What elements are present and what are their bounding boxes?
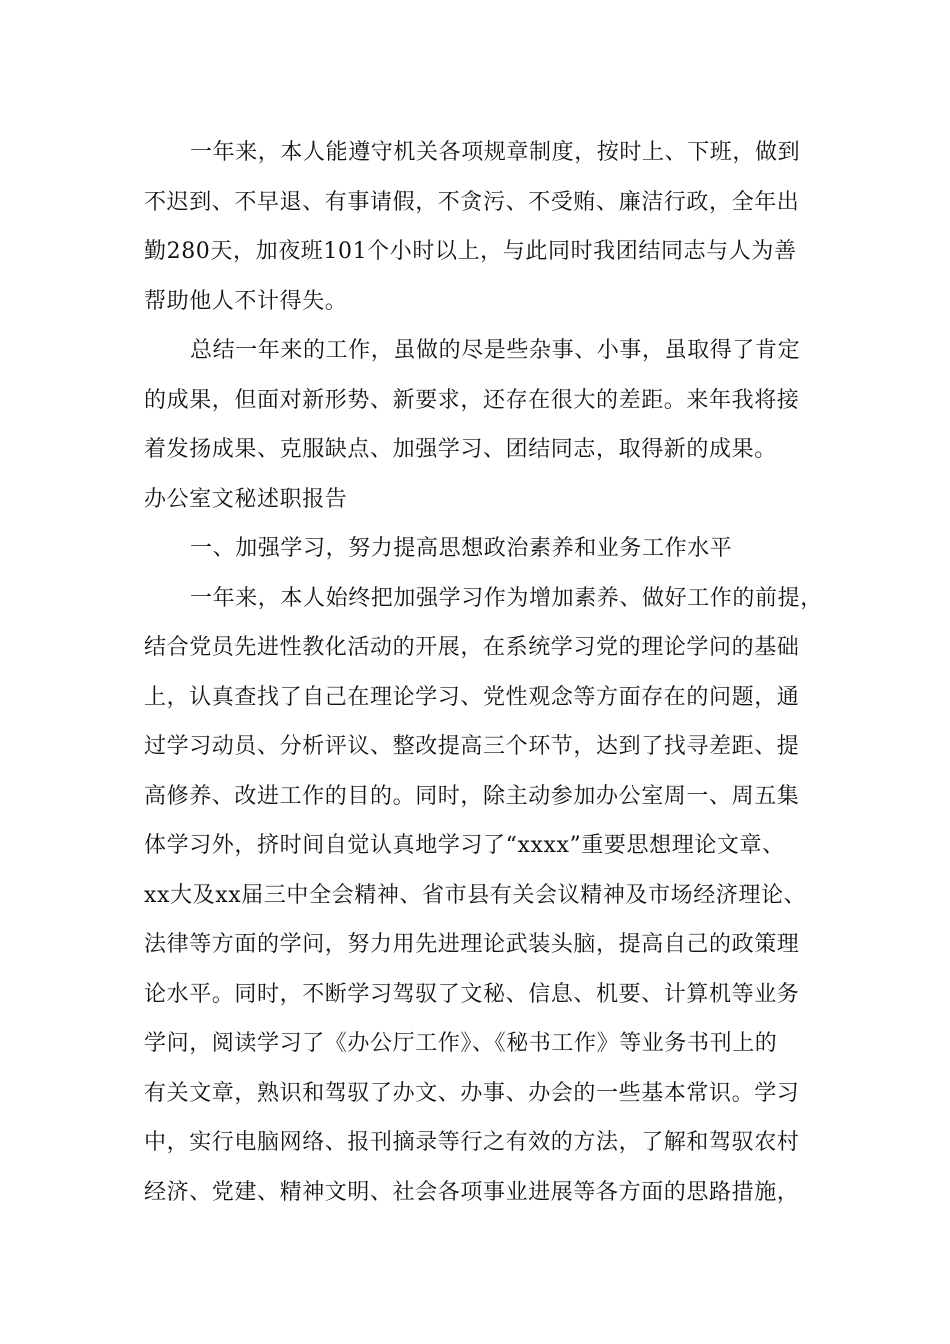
text-line: 体学习外，挤时间自觉认真地学习了“xxxx”重要思想理论文章、 bbox=[144, 833, 785, 858]
text-line: 勤280天，加夜班101个小时以上，与此同时我团结同志与人为善 bbox=[144, 239, 797, 264]
document-body bbox=[144, 128, 834, 1217]
text-line: 一年来，本人始终把加强学习作为增加素养、做好工作的前提， bbox=[190, 585, 823, 611]
paragraph bbox=[144, 574, 834, 1218]
text-line: 帮助他人不计得失。 bbox=[144, 288, 348, 314]
text-line: 的成果，但面对新形势、新要求，还存在很大的差距。来年我将接 bbox=[144, 387, 800, 413]
text-line: 上，认真查找了自己在理论学习、党性观念等方面存在的问题，通 bbox=[144, 684, 800, 710]
paragraph bbox=[144, 524, 834, 574]
text-line: 论水平。同时，不断学习驾驭了文秘、信息、机要、计算机等业务 bbox=[144, 981, 800, 1007]
text-line: 结合党员先进性教化活动的开展，在系统学习党的理论学问的基础 bbox=[144, 635, 800, 660]
text-line: 总结一年来的工作，虽做的尽是些杂事、小事，虽取得了肯定 bbox=[190, 338, 801, 363]
text-line: 中，实行电脑网络、报刊摘录等行之有效的方法，了解和驾驭农村 bbox=[144, 1130, 800, 1155]
text-line: 高修养、改进工作的目的。同时，除主动参加办公室周一、周五集 bbox=[144, 783, 800, 809]
text-line: 过学习动员、分析评议、整改提高三个环节，达到了找寻差距、提 bbox=[144, 734, 800, 759]
paragraph bbox=[144, 128, 834, 326]
text-line: 有关文章，熟识和驾驭了办文、办事、办会的一些基本常识。学习 bbox=[144, 1080, 800, 1106]
text-line: 一年来，本人能遵守机关各项规章制度，按时上、下班，做到 bbox=[190, 140, 801, 165]
text-line: 不迟到、不早退、有事请假，不贪污、不受贿、廉洁行政，全年出 bbox=[144, 189, 800, 215]
paragraph bbox=[144, 475, 834, 525]
text-line: 一、加强学习，努力提高思想政治素养和业务工作水平 bbox=[190, 536, 733, 561]
text-line: 法律等方面的学问，努力用先进理论武装头脑，提高自己的政策理 bbox=[144, 932, 800, 957]
text-line: 学问，阅读学习了《办公厅工作》、《秘书工作》等业务书刊上的 bbox=[144, 1031, 778, 1056]
text-line: 经济、党建、精神文明、社会各项事业进展等各方面的思路措施， bbox=[144, 1179, 800, 1205]
text-line: 办公室文秘述职报告 bbox=[144, 486, 348, 512]
text-line: xx大及xx届三中全会精神、省市县有关会议精神及市场经济理论、 bbox=[144, 882, 807, 908]
paragraph bbox=[144, 326, 834, 475]
text-line: 着发扬成果、克服缺点、加强学习、团结同志，取得新的成果。 bbox=[144, 437, 777, 462]
